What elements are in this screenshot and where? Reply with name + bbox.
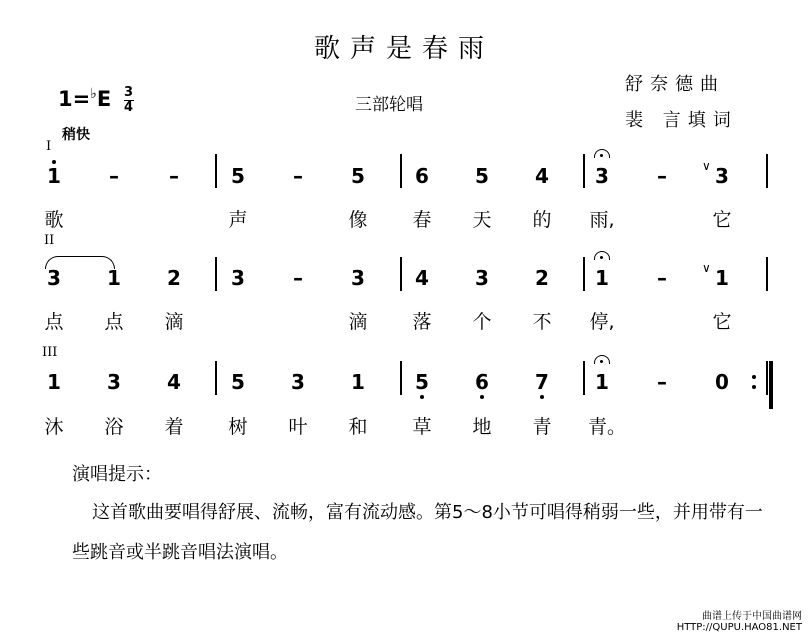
- note-digit: 4: [535, 164, 549, 188]
- watermark: [677, 611, 802, 633]
- note-digit: 5: [475, 164, 489, 188]
- note: [104, 372, 124, 392]
- part-label: III: [42, 345, 58, 360]
- note-digit: 1: [107, 266, 121, 290]
- note-digit: 5: [415, 370, 429, 394]
- lyric-syllable: 地: [472, 416, 492, 438]
- note-digit: 6: [475, 370, 489, 394]
- note: [348, 372, 368, 392]
- note: [164, 166, 184, 186]
- note: [412, 268, 432, 288]
- repeat-dot: [752, 375, 756, 379]
- note-digit: 1: [351, 370, 365, 394]
- note: [652, 268, 672, 288]
- note: [288, 166, 308, 186]
- lyric-syllable: 不: [532, 311, 552, 333]
- note: [472, 268, 492, 288]
- note-digit: 0: [715, 370, 729, 394]
- note: [228, 166, 248, 186]
- note-digit: 2: [535, 266, 549, 290]
- note: [288, 372, 308, 392]
- lyric-syllable: 声: [228, 209, 248, 231]
- note-digit: 6: [415, 164, 429, 188]
- breath-mark-icon: ∨: [702, 159, 711, 173]
- note: [44, 268, 64, 288]
- bar-line: [766, 257, 768, 291]
- note-digit: 4: [167, 370, 181, 394]
- note: [702, 159, 732, 188]
- note-digit: –: [657, 164, 667, 188]
- lyricist-credit: 裴 言填词: [625, 110, 738, 131]
- low-octave-dot: [540, 395, 544, 399]
- note: [348, 268, 368, 288]
- note-digit: 3: [595, 164, 609, 188]
- note: [228, 268, 248, 288]
- tempo-marking: 稍快: [62, 127, 90, 143]
- note-digit: 1: [715, 266, 729, 290]
- note-digit: 3: [231, 266, 245, 290]
- fermata-icon: [594, 149, 610, 158]
- lyric-syllable: 的: [532, 209, 552, 231]
- note: [592, 166, 612, 186]
- note-digit: 1: [47, 164, 61, 188]
- lyric-syllable: 点: [104, 311, 124, 333]
- note: [228, 372, 248, 392]
- lyric-syllable: 春: [412, 209, 432, 231]
- bar-line: [583, 361, 585, 395]
- tips-text: 这首歌曲要唱得舒展、流畅，富有流动感。第5～8小节可唱得稍弱一些，并用带有一些跳音或半跳音唱法演唱。: [72, 502, 763, 563]
- note: [104, 268, 124, 288]
- part-label: II: [44, 233, 55, 248]
- bar-line: [766, 154, 768, 188]
- watermark-line1: 曲谱上传于中国曲谱网: [702, 611, 802, 622]
- note-digit: 3: [351, 266, 365, 290]
- note: [532, 372, 552, 392]
- note-digit: 4: [415, 266, 429, 290]
- note-digit: –: [657, 370, 667, 394]
- note: [652, 372, 672, 392]
- lyric-syllable: 点: [44, 311, 64, 333]
- note: [44, 166, 64, 186]
- note-digit: 5: [231, 164, 245, 188]
- repeat-dot: [752, 385, 756, 389]
- fermata-icon: [594, 251, 610, 260]
- lyric-syllable: 浴: [104, 416, 124, 438]
- slur-arc: [45, 256, 115, 269]
- note: [472, 166, 492, 186]
- lyric-syllable: 叶: [288, 416, 308, 438]
- note: [592, 268, 612, 288]
- key-signature: [58, 86, 134, 114]
- note-digit: 5: [231, 370, 245, 394]
- bar-line: [766, 361, 768, 395]
- lyric-syllable: 落: [412, 311, 432, 333]
- tips-label: 演唱提示：: [72, 464, 162, 485]
- bar-line: [583, 154, 585, 188]
- lyric-syllable: 着: [164, 416, 184, 438]
- fermata-icon: [594, 355, 610, 364]
- song-title: 歌声是春雨: [313, 34, 494, 64]
- note-digit: 3: [291, 370, 305, 394]
- high-octave-dot: [52, 160, 56, 164]
- note-digit: 1: [595, 266, 609, 290]
- note-digit: 7: [535, 370, 549, 394]
- bar-line: [400, 361, 402, 395]
- note-digit: 5: [351, 164, 365, 188]
- note: [532, 166, 552, 186]
- flat-sign: ♭: [90, 86, 97, 102]
- note-digit: 2: [167, 266, 181, 290]
- note: [348, 166, 368, 186]
- key-tonic: E: [96, 87, 112, 111]
- note: [412, 166, 432, 186]
- final-bar-line: [769, 361, 773, 409]
- breath-mark-icon: ∨: [702, 261, 711, 275]
- note-digit: 1: [595, 370, 609, 394]
- note: [164, 372, 184, 392]
- lyric-syllable: 滴: [164, 311, 184, 333]
- key-base: 1=: [58, 87, 91, 111]
- note-digit: –: [657, 266, 667, 290]
- lyric-syllable: 个: [472, 311, 492, 333]
- note-digit: 1: [47, 370, 61, 394]
- note: [472, 372, 492, 392]
- meter-top: 3: [123, 84, 134, 100]
- meter-bottom: 4: [123, 99, 134, 115]
- note: [44, 372, 64, 392]
- bar-line: [215, 257, 217, 291]
- note: [104, 166, 124, 186]
- lyric-syllable: 像: [348, 209, 368, 231]
- note: [412, 372, 432, 392]
- lyric-syllable: 天: [472, 209, 492, 231]
- lyric-syllable: 和: [348, 416, 368, 438]
- lyric-syllable: 雨,: [589, 209, 615, 231]
- lyric-syllable: 沐: [44, 416, 64, 438]
- note: [592, 372, 612, 392]
- note: [702, 261, 732, 290]
- part-label: I: [46, 139, 52, 154]
- note-digit: 3: [715, 164, 729, 188]
- note: [288, 268, 308, 288]
- lyric-syllable: 它: [712, 311, 732, 333]
- note-digit: 3: [475, 266, 489, 290]
- lyric-syllable: 歌: [44, 209, 64, 231]
- note: [652, 166, 672, 186]
- note-digit: –: [293, 164, 303, 188]
- low-octave-dot: [420, 395, 424, 399]
- note-digit: –: [109, 164, 119, 188]
- note-digit: –: [169, 164, 179, 188]
- note: [532, 268, 552, 288]
- performance-form: 三部轮唱: [355, 95, 423, 115]
- note: [164, 268, 184, 288]
- lyric-syllable: 青。: [588, 416, 627, 438]
- lyric-syllable: 它: [712, 209, 732, 231]
- note-digit: 3: [107, 370, 121, 394]
- lyric-syllable: 草: [412, 416, 432, 438]
- note: [712, 372, 732, 392]
- watermark-line2: HTTP://QUPU.HAO81.NET: [676, 622, 802, 633]
- note-digit: 3: [47, 266, 61, 290]
- bar-line: [400, 257, 402, 291]
- bar-line: [400, 154, 402, 188]
- bar-line: [583, 257, 585, 291]
- composer-credit: 舒奈德曲: [625, 74, 725, 95]
- lyric-syllable: 滴: [348, 311, 368, 333]
- time-signature: [123, 84, 134, 115]
- lyric-syllable: 青: [532, 416, 552, 438]
- note-digit: –: [293, 266, 303, 290]
- bar-line: [215, 154, 217, 188]
- bar-line: [215, 361, 217, 395]
- low-octave-dot: [480, 395, 484, 399]
- lyric-syllable: 树: [228, 416, 248, 438]
- lyric-syllable: 停,: [589, 311, 615, 333]
